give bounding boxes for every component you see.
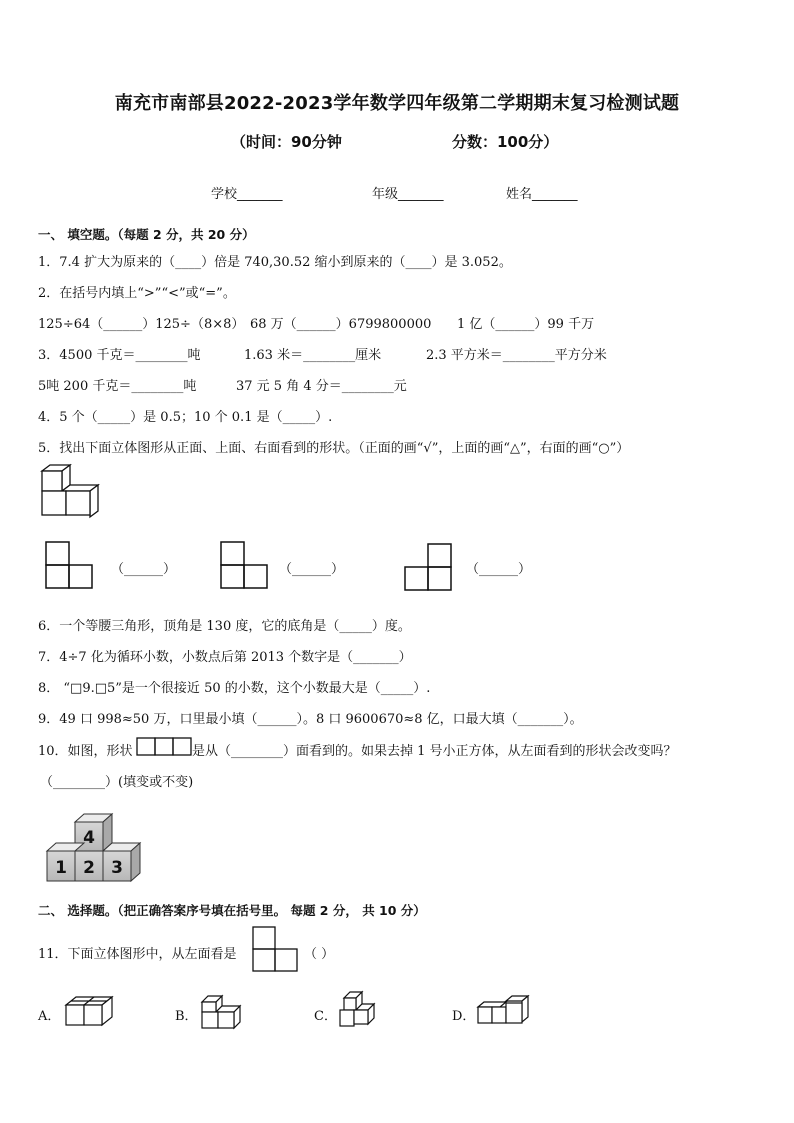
question-7: 7．4÷7 化为循环小数，小数点后第 2013 个数字是（_______） bbox=[38, 650, 412, 665]
cube-label-4: 4 bbox=[83, 828, 95, 848]
exam-score: 分数：100分） bbox=[452, 133, 559, 151]
question-3e: 37 元 5 角 4 分＝________元 bbox=[236, 379, 407, 394]
question-9: 9．49 口 998≈50 万，口里最小填（______）。8 口 9600670≈8 亿，口最大填（_______）。 bbox=[38, 712, 583, 727]
view-answer-1[interactable]: （______） bbox=[111, 562, 177, 577]
grade-field[interactable]: 年级_______ bbox=[372, 187, 444, 202]
view-answer-3[interactable]: （______） bbox=[466, 562, 532, 577]
question-2: 2．在括号内填上“>”“<”或“=”。 bbox=[38, 286, 236, 301]
option-c[interactable]: C． bbox=[314, 1009, 337, 1024]
question-8: 8． “□9.□5”是一个很接近 50 的小数，这个小数最大是（_____）. bbox=[38, 681, 431, 696]
question-3a: 3．4500 千克＝________吨 bbox=[38, 348, 201, 363]
left-view-shape-q11 bbox=[252, 926, 298, 972]
question-10-end: 是从（________）面看到的。如果去掉 1 号小正方体，从左面看到的形状会改变吗？ bbox=[192, 744, 677, 759]
question-3d: 5吨 200 千克＝________吨 bbox=[38, 379, 197, 394]
question-6: 6．一个等腰三角形，顶角是 130 度，它的底角是（_____）度。 bbox=[38, 619, 411, 634]
cube-label-2: 2 bbox=[83, 858, 95, 878]
name-field[interactable]: 姓名_______ bbox=[506, 187, 578, 202]
answer-paren-q11[interactable]: （ ） bbox=[304, 947, 335, 962]
option-b-figure bbox=[200, 992, 242, 1032]
option-d-figure bbox=[476, 995, 534, 1027]
question-11: 11．下面立体图形中，从左面看是 bbox=[38, 947, 237, 962]
view-shape-3 bbox=[404, 543, 452, 591]
question-2b: 68 万（______）6799800000 bbox=[250, 317, 432, 332]
section2-heading: 二、 选择题。（把正确答案序号填在括号里。 每题 2 分， 共 10 分） bbox=[38, 903, 426, 918]
option-a[interactable]: A． bbox=[38, 1009, 61, 1024]
question-5: 5．找出下面立体图形从正面、上面、右面看到的形状。（正面的画“√”，上面的画“△”，右面的画“○”） bbox=[38, 441, 630, 456]
question-2c: 1 亿（______）99 千万 bbox=[457, 317, 595, 332]
cube-label-3: 3 bbox=[111, 858, 123, 878]
option-a-figure bbox=[64, 993, 116, 1029]
solid-figure-q5 bbox=[40, 463, 102, 519]
question-10-blank[interactable]: （________）(填变或不变) bbox=[40, 775, 194, 790]
view-answer-2[interactable]: （______） bbox=[279, 562, 345, 577]
section1-heading: 一、 填空题。（每题 2 分，共 20 分） bbox=[38, 227, 255, 242]
question-3b: 1.63 米＝________厘米 bbox=[244, 348, 382, 363]
exam-time: （时间：90分钟 bbox=[231, 133, 342, 151]
question-2a: 125÷64（______）125÷（8×8） bbox=[38, 317, 245, 332]
question-10-start: 10．如图，形状 bbox=[38, 744, 133, 759]
question-3c: 2.3 平方米＝________平方分米 bbox=[426, 348, 607, 363]
question-4: 4．5 个（_____）是 0.5；10 个 0.1 是（_____）. bbox=[38, 410, 333, 425]
page-title: 南充市南部县2022-2023学年数学四年级第二学期期末复习检测试题 bbox=[114, 93, 680, 114]
option-b[interactable]: B． bbox=[175, 1009, 198, 1024]
option-c-figure bbox=[338, 990, 378, 1032]
option-d[interactable]: D． bbox=[452, 1009, 476, 1024]
question-1: 1．7.4 扩大为原来的（____）倍是 740,30.52 缩小到原来的（____）是 3.052。 bbox=[38, 255, 512, 270]
numbered-cube-figure bbox=[44, 812, 146, 884]
school-field[interactable]: 学校_______ bbox=[211, 187, 283, 202]
view-shape-1 bbox=[45, 541, 93, 589]
view-shape-2 bbox=[220, 541, 268, 589]
three-squares-shape bbox=[136, 737, 192, 756]
cube-label-1: 1 bbox=[55, 858, 67, 878]
